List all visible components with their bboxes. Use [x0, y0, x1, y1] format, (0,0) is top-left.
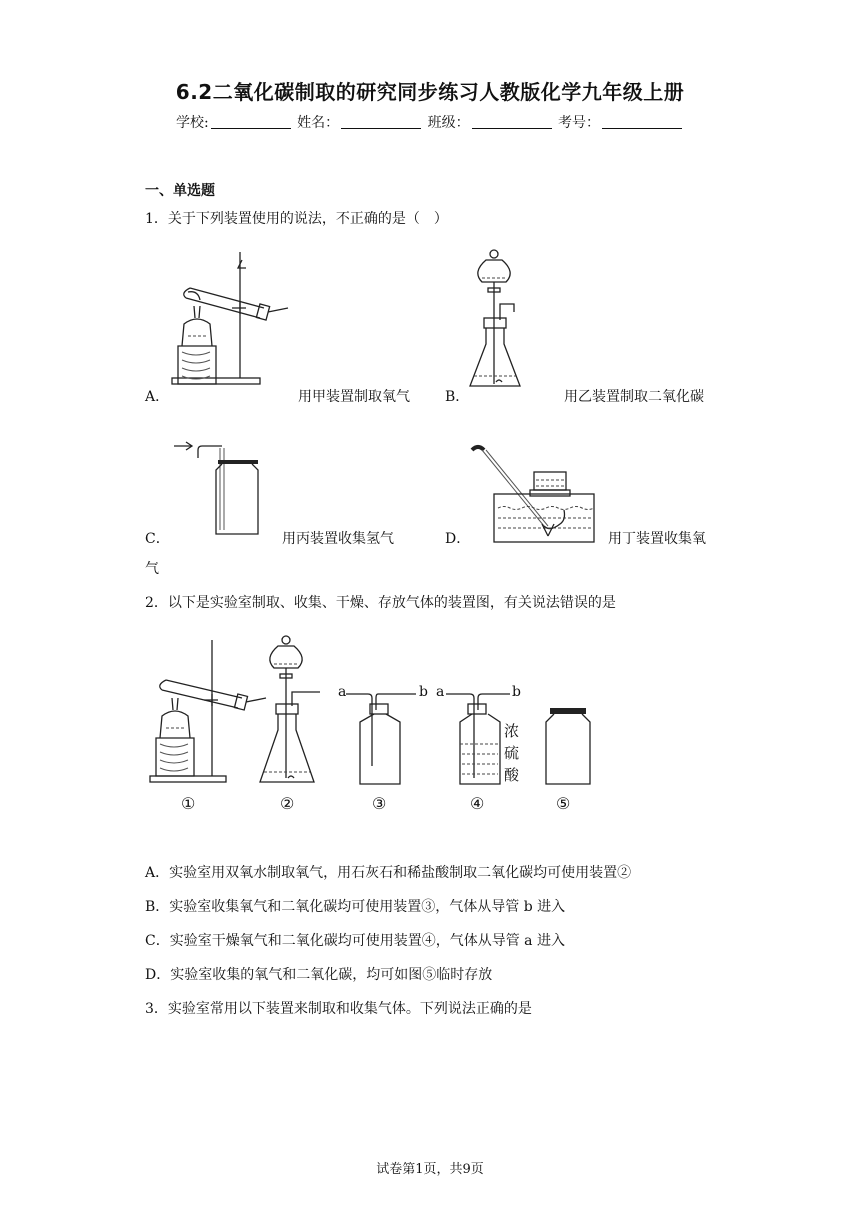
class-blank: [472, 114, 552, 129]
q3-stem: 3．实验室常用以下装置来制取和收集气体。下列说法正确的是: [145, 1001, 532, 1017]
q1-apparatus-d-figure: [464, 440, 604, 545]
q1-option-c-label: C．: [145, 531, 170, 547]
q2-apparatus-figure: [148, 630, 598, 810]
q1-option-b-text: 用乙装置制取二氧化碳: [564, 389, 704, 405]
student-info-line: [0, 112, 860, 132]
q1-apparatus-b-figure: [466, 248, 556, 398]
q1-option-b-label: B．: [445, 389, 470, 405]
name-blank: [341, 114, 421, 129]
q2-tube-b-label-3: b: [419, 684, 428, 700]
q2-acid-char-2: 硫: [504, 744, 520, 762]
q1-apparatus-c-figure: [172, 440, 268, 536]
q2-figure-label-4: ④: [470, 794, 485, 813]
q1-option-a-label: A．: [145, 389, 170, 405]
q2-stem: 2．以下是实验室制取、收集、干燥、存放气体的装置图，有关说法错误的是: [145, 595, 616, 611]
q2-option-a: A．实验室用双氧水制取氧气，用石灰石和稀盐酸制取二氧化碳均可使用装置②: [145, 865, 632, 881]
q1-option-d-text: 用丁装置收集氧: [608, 531, 706, 547]
q1-option-d-label: D．: [445, 531, 471, 547]
page-footer: 试卷第1页，共9页: [376, 1162, 484, 1177]
q2-tube-a-label-3: a: [338, 684, 347, 700]
name-label: 姓名：: [297, 115, 340, 131]
q2-option-d: D．实验室收集的氧气和二氧化碳，均可如图⑤临时存放: [145, 967, 493, 983]
q2-figure-label-1: ①: [181, 794, 196, 813]
q2-option-b: B．实验室收集氧气和二氧化碳均可使用装置③，气体从导管 b 进入: [145, 899, 566, 915]
number-blank: [602, 114, 682, 129]
q1-option-c-text: 用丙装置收集氢气: [282, 531, 394, 547]
q2-figure-label-5: ⑤: [556, 794, 571, 813]
q2-tube-b-label-4: b: [512, 684, 521, 700]
school-label: 学校:: [175, 115, 209, 131]
q2-acid-char-1: 浓: [504, 722, 520, 740]
q2-acid-char-3: 酸: [504, 766, 520, 784]
q1-option-d-wrap: 气: [145, 561, 159, 577]
q2-tube-a-label-4: a: [436, 684, 445, 700]
q1-option-a-text: 用甲装置制取氧气: [298, 389, 410, 405]
q2-option-c: C．实验室干燥氧气和二氧化碳均可使用装置④，气体从导管 a 进入: [145, 933, 565, 949]
page-title: 6.2二氧化碳制取的研究同步练习人教版化学九年级上册: [175, 80, 685, 104]
q2-figure-label-3: ③: [372, 794, 387, 813]
q2-figure-label-2: ②: [280, 794, 295, 813]
number-label: 考号：: [558, 115, 601, 131]
class-label: 班级：: [427, 115, 470, 131]
school-blank: [211, 114, 291, 129]
q1-apparatus-a-figure: [168, 248, 288, 388]
section-heading: 一、单选题: [145, 183, 215, 199]
q1-stem: 1．关于下列装置使用的说法，不正确的是（ ）: [145, 211, 448, 227]
